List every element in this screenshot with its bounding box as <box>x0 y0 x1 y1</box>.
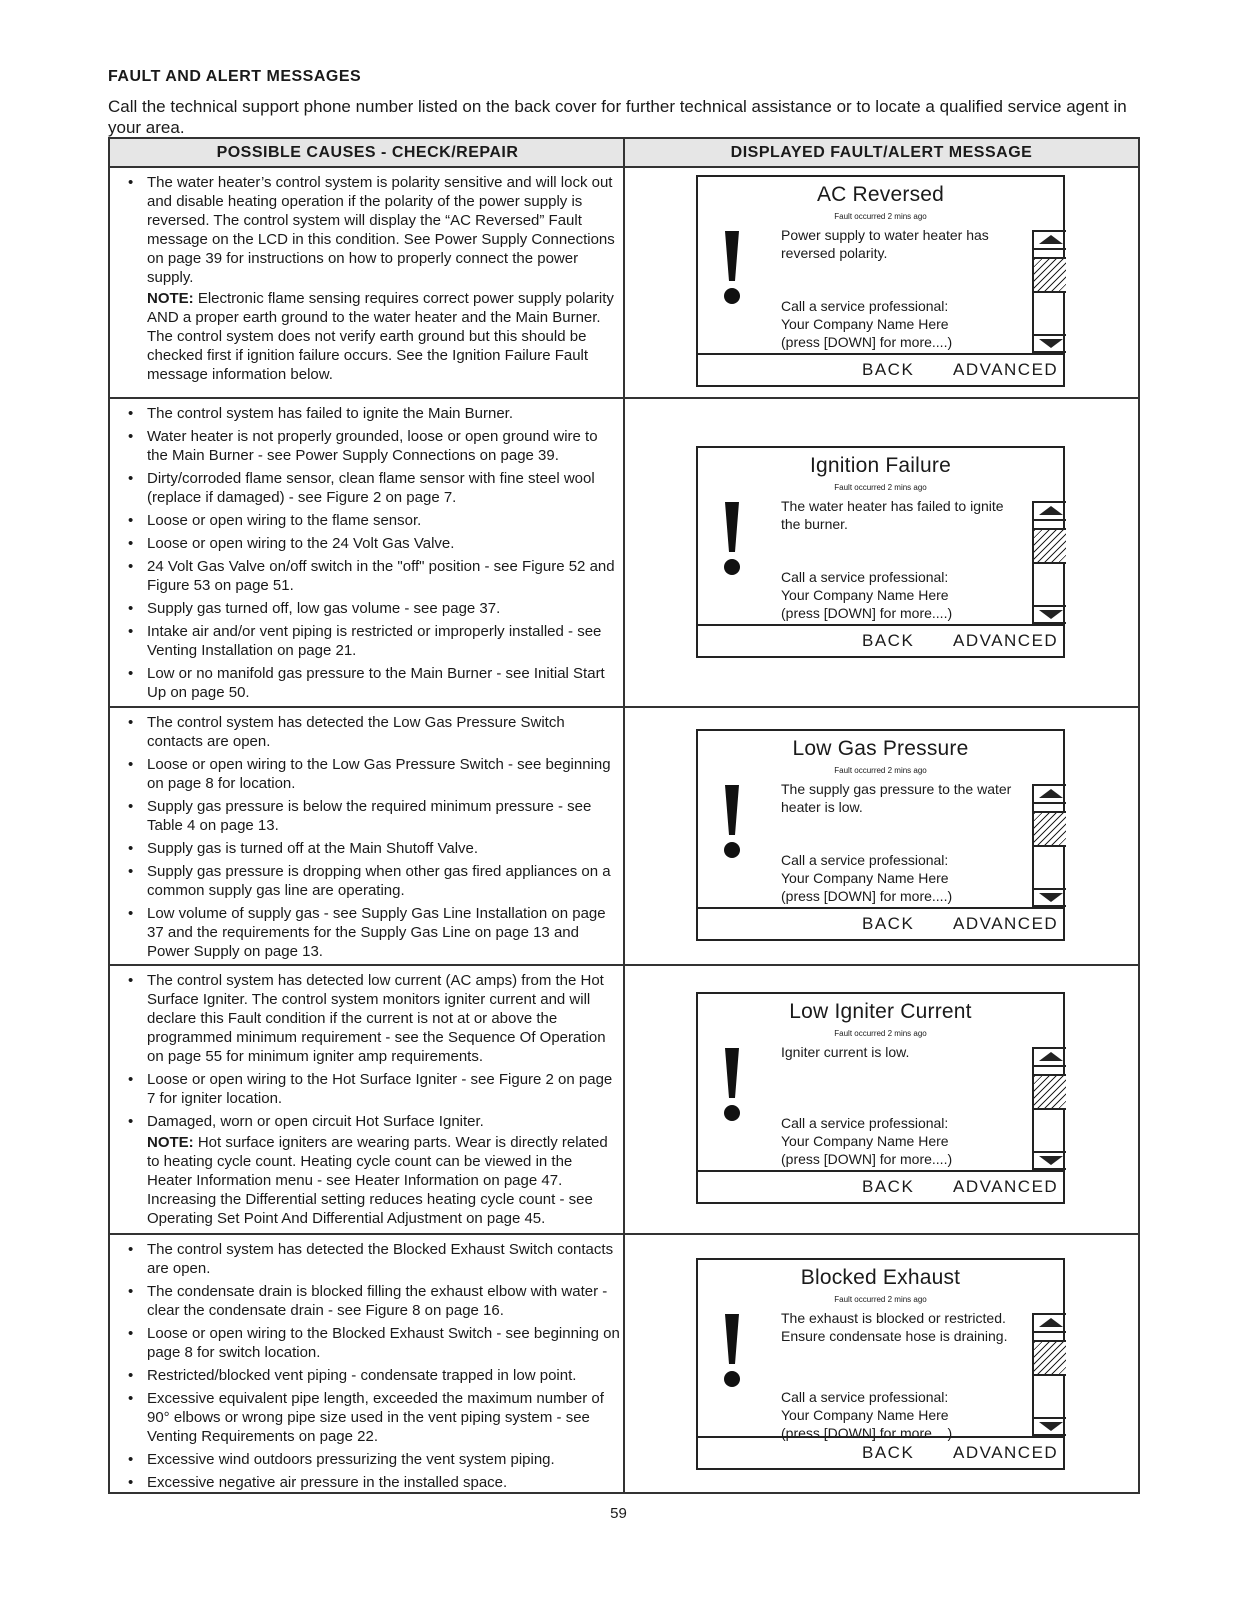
lcd-button-bar <box>698 353 1063 385</box>
back-button[interactable]: BACK <box>862 914 915 933</box>
cause-item: • Low volume of supply gas - see Supply Gas Line Installation on page 37 and the requirements for the Supply Gas Line on page 13 and Power Supply on page 13. <box>126 904 621 961</box>
lcd-service-info <box>781 1114 1021 1168</box>
exclamation-icon <box>722 783 742 859</box>
back-button[interactable]: BACK <box>862 1177 915 1196</box>
advanced-button[interactable]: ADVANCED <box>953 1443 1059 1462</box>
service-line: Call a service professional: <box>781 1389 949 1405</box>
service-line: Call a service professional: <box>781 852 949 868</box>
cause-item: • Dirty/corroded flame sensor, clean flame sensor with fine steel wool (replace if damaged) - see Figure 2 on page 7. <box>126 469 621 507</box>
service-line: (press [DOWN] for more....) <box>781 888 953 904</box>
service-line: (press [DOWN] for more....) <box>781 334 953 350</box>
lcd-display <box>696 446 1065 658</box>
cause-item: • Supply gas is turned off at the Main Shutoff Valve. <box>126 839 621 858</box>
arrow-up-icon[interactable] <box>1039 1052 1063 1061</box>
back-button[interactable]: BACK <box>862 1443 915 1462</box>
note-text: Hot surface igniters are wearing parts. Wear is directly related to heating cycle count. Heating cycle count can be viewed in the Heater Information menu - see Heater Information on page 47. Increasing the Differential setting reduces heating cycle count - see Operating Set Point And Differential Adjustment on page 45. <box>147 1134 608 1227</box>
lcd-button-bar <box>698 1170 1063 1202</box>
lcd-service-info <box>781 1388 1021 1442</box>
lcd-message: Power supply to water heater has reversed polarity. <box>781 227 989 261</box>
scroll-thumb[interactable] <box>1034 528 1066 564</box>
lcd-title: Ignition Failure <box>810 454 951 477</box>
arrow-down-icon[interactable] <box>1039 1422 1063 1431</box>
lcd-message: The exhaust is blocked or restricted. Ensure condensate hose is draining. <box>781 1310 1008 1344</box>
cause-item: • Supply gas turned off, low gas volume - see page 37. <box>126 599 621 618</box>
service-line: Call a service professional: <box>781 1115 949 1131</box>
cause-item: • The condensate drain is blocked filling the exhaust elbow with water - clear the condensate drain - see Figure 8 on page 16. <box>126 1282 621 1320</box>
note-text: Electronic flame sensing requires correct power supply polarity AND a proper earth ground to the water heater and the Main Burner. The control system does not verify earth ground but this should be checked first if ignition failure occurs. See the Ignition Failure Fault message information below. <box>147 290 614 383</box>
arrow-up-icon[interactable] <box>1039 235 1063 244</box>
advanced-button[interactable]: ADVANCED <box>953 1177 1059 1196</box>
causes-list <box>126 173 621 388</box>
lcd-fault-time: Fault occurred 2 mins ago <box>834 212 927 221</box>
exclamation-icon <box>722 1312 742 1388</box>
lcd-display <box>696 729 1065 941</box>
lcd-title: Blocked Exhaust <box>800 1266 961 1289</box>
page-number: 59 <box>610 1505 627 1522</box>
service-line: Your Company Name Here <box>781 316 949 332</box>
lcd-scrollbar[interactable] <box>1032 501 1066 624</box>
lcd-scrollbar[interactable] <box>1032 784 1066 907</box>
cause-item: • 24 Volt Gas Valve on/off switch in the "off" position - see Figure 52 and Figure 53 on page 51. <box>126 557 621 595</box>
service-line: Your Company Name Here <box>781 870 949 886</box>
cause-item: • Restricted/blocked vent piping - condensate trapped in low point. <box>126 1366 621 1385</box>
cause-item: • Loose or open wiring to the Low Gas Pressure Switch - see beginning on page 8 for location. <box>126 755 621 793</box>
note-label: NOTE: <box>147 290 194 307</box>
cause-item: • Supply gas pressure is below the required minimum pressure - see Table 4 on page 13. <box>126 797 621 835</box>
cause-item: • The control system has failed to ignite the Main Burner. <box>126 404 621 423</box>
cause-item: • Supply gas pressure is dropping when other gas fired appliances on a common supply gas line are operating. <box>126 862 621 900</box>
causes-list <box>126 1240 621 1496</box>
lcd-display <box>696 1258 1065 1470</box>
causes-list <box>126 713 621 965</box>
cause-item: • The control system has detected the Low Gas Pressure Switch contacts are open. <box>126 713 621 751</box>
service-line: Your Company Name Here <box>781 1407 949 1423</box>
arrow-down-icon[interactable] <box>1039 339 1063 348</box>
exclamation-icon <box>722 229 742 305</box>
causes-list <box>126 971 621 1232</box>
scroll-thumb[interactable] <box>1034 1340 1066 1376</box>
lcd-fault-time: Fault occurred 2 mins ago <box>834 483 927 492</box>
cause-item: • Water heater is not properly grounded, loose or open ground wire to the Main Burner - see Power Supply Connections on page 39. <box>126 427 621 465</box>
section-heading: FAULT AND ALERT MESSAGES <box>108 68 362 85</box>
service-line: (press [DOWN] for more....) <box>781 605 953 621</box>
arrow-down-icon[interactable] <box>1039 893 1063 902</box>
exclamation-icon <box>722 1046 742 1122</box>
exclamation-icon <box>722 500 742 576</box>
arrow-down-icon[interactable] <box>1039 610 1063 619</box>
lcd-service-info <box>781 851 1021 905</box>
lcd-service-info <box>781 297 1021 351</box>
lcd-scrollbar[interactable] <box>1032 1313 1066 1436</box>
cause-item: • Excessive negative air pressure in the installed space. <box>126 1473 621 1492</box>
lcd-button-bar <box>698 624 1063 656</box>
note-label: NOTE: <box>147 1134 194 1151</box>
arrow-up-icon[interactable] <box>1039 1318 1063 1327</box>
cause-item: • Damaged, worn or open circuit Hot Surface Igniter. <box>126 1112 621 1131</box>
cause-item: • The control system has detected low current (AC amps) from the Hot Surface Igniter. The control system monitors igniter current and will declare this Fault condition if the current is not at or above the programmed minimum requirement - see the Sequence Of Operation on page 55 for minimum igniter amp requirements. <box>126 971 621 1066</box>
column-divider <box>623 139 625 1492</box>
lcd-title: Low Igniter Current <box>789 1000 972 1023</box>
cause-item: • Excessive wind outdoors pressurizing the vent system piping. <box>126 1450 621 1469</box>
lcd-fault-time: Fault occurred 2 mins ago <box>834 1029 927 1038</box>
lcd-fault-time: Fault occurred 2 mins ago <box>834 766 927 775</box>
service-line: Call a service professional: <box>781 569 949 585</box>
lcd-fault-time: Fault occurred 2 mins ago <box>834 1295 927 1304</box>
service-line: (press [DOWN] for more....) <box>781 1151 953 1167</box>
lcd-service-info <box>781 568 1021 622</box>
back-button[interactable]: BACK <box>862 631 915 650</box>
lcd-message: Igniter current is low. <box>781 1044 910 1060</box>
cause-item: • The water heater’s control system is polarity sensitive and will lock out and disable heating operation if the polarity of the power supply is reversed. The control system will display the “AC Reversed” Fault message on the LCD in this condition. See Power Supply Connections on page 39 for instructions on how to properly connect the power supply. <box>126 173 621 287</box>
service-line: (press [DOWN] for more....) <box>781 1425 953 1441</box>
cause-item: • Excessive equivalent pipe length, exceeded the maximum number of 90° elbows or wrong pipe size used in the vent piping system - see Venting Requirements on page 22. <box>126 1389 621 1446</box>
lcd-scrollbar[interactable] <box>1032 1047 1066 1170</box>
scroll-thumb[interactable] <box>1034 257 1066 293</box>
fault-table <box>108 137 1140 1494</box>
service-line: Your Company Name Here <box>781 587 949 603</box>
advanced-button[interactable]: ADVANCED <box>953 360 1059 379</box>
lcd-display <box>696 175 1065 387</box>
lcd-display <box>696 992 1065 1204</box>
intro-paragraph: Call the technical support phone number listed on the back cover for further technical assistance or to locate a qualified service agent in your area. <box>108 97 1127 137</box>
lcd-button-bar <box>698 1436 1063 1468</box>
service-line: Your Company Name Here <box>781 1133 949 1149</box>
lcd-scrollbar[interactable] <box>1032 230 1066 353</box>
lcd-message: The supply gas pressure to the water heater is low. <box>781 781 1012 815</box>
arrow-up-icon[interactable] <box>1039 789 1063 798</box>
cause-item: • Loose or open wiring to the Blocked Exhaust Switch - see beginning on page 8 for switch location. <box>126 1324 621 1362</box>
cause-item: • The control system has detected the Blocked Exhaust Switch contacts are open. <box>126 1240 621 1278</box>
message-column-header: DISPLAYED FAULT/ALERT MESSAGE <box>730 144 1033 161</box>
back-button[interactable]: BACK <box>862 360 915 379</box>
cause-item: • Low or no manifold gas pressure to the Main Burner - see Initial Start Up on page 50. <box>126 664 621 702</box>
causes-column-header: POSSIBLE CAUSES - CHECK/REPAIR <box>216 144 519 161</box>
advanced-button[interactable]: ADVANCED <box>953 631 1059 650</box>
cause-item: • Loose or open wiring to the Hot Surface Igniter - see Figure 2 on page 7 for igniter location. <box>126 1070 621 1108</box>
cause-item: • Intake air and/or vent piping is restricted or improperly installed - see Venting Installation on page 21. <box>126 622 621 660</box>
causes-list <box>126 404 621 706</box>
arrow-up-icon[interactable] <box>1039 506 1063 515</box>
lcd-button-bar <box>698 907 1063 939</box>
cause-item: • Loose or open wiring to the 24 Volt Gas Valve. <box>126 534 621 553</box>
service-line: Call a service professional: <box>781 298 949 314</box>
note-item <box>126 1133 621 1228</box>
advanced-button[interactable]: ADVANCED <box>953 914 1059 933</box>
cause-item: • Loose or open wiring to the flame sensor. <box>126 511 621 530</box>
lcd-title: AC Reversed <box>816 183 945 206</box>
scroll-thumb[interactable] <box>1034 1074 1066 1110</box>
arrow-down-icon[interactable] <box>1039 1156 1063 1165</box>
note-item <box>126 289 621 384</box>
scroll-thumb[interactable] <box>1034 811 1066 847</box>
lcd-title: Low Gas Pressure <box>792 737 969 760</box>
lcd-message: The water heater has failed to ignite the burner. <box>781 498 1004 532</box>
